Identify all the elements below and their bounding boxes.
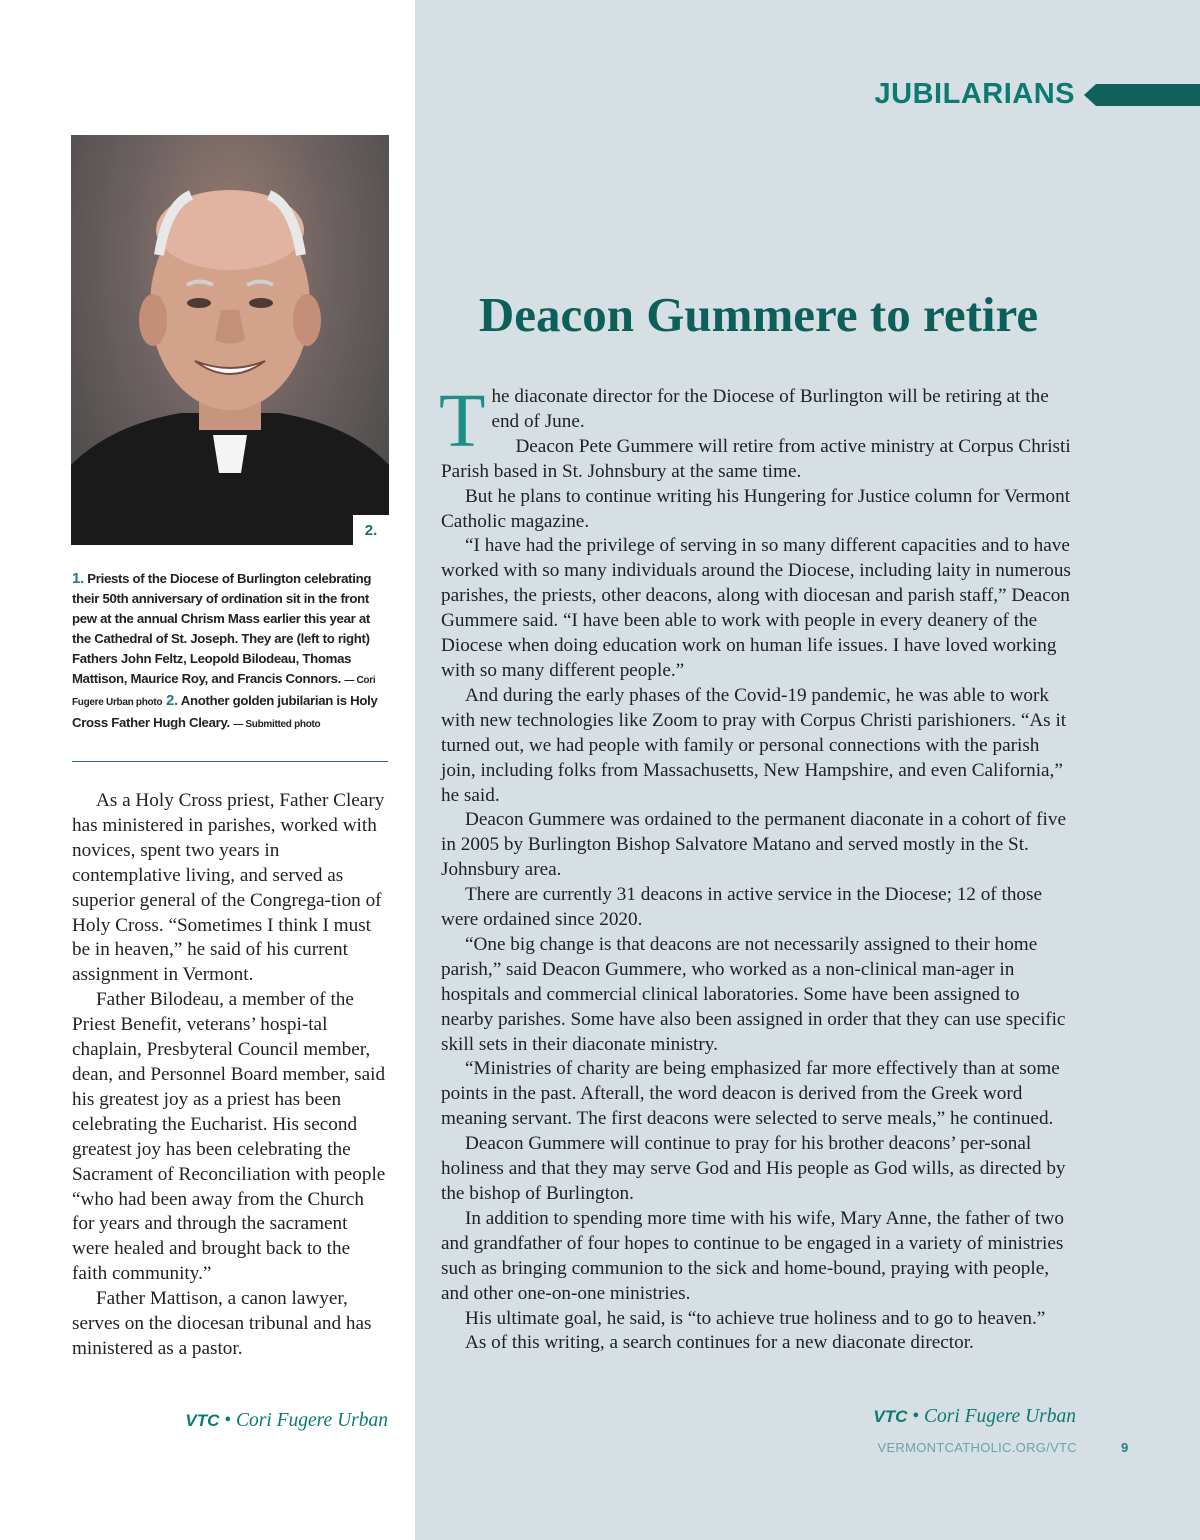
article-paragraph: “One big change is that deacons are not necessarily assigned to their home parish,” said Deacon Gummere, who worked as a non-clinical man-ager in hospitals and commercial clinical laboratories. Some have been assigned to nearby parishes. Some have also been assigned in order that they can use specific skill sets in their diaconate ministry. xyxy=(441,933,1066,1055)
left-paragraph: Father Mattison, a canon lawyer, serves on the diocesan tribunal and has ministered as a pastor. xyxy=(72,1288,372,1359)
article-paragraph: As of this writing, a search continues for a new diaconate director. xyxy=(465,1332,974,1354)
photo-number-label: 2. xyxy=(353,515,389,545)
article-headline: Deacon Gummere to retire xyxy=(478,287,1039,342)
portrait-illustration xyxy=(71,135,389,545)
byline-author: Cori Fugere Urban xyxy=(235,1410,388,1431)
caption-credit-2: — Submitted photo xyxy=(233,719,321,730)
caption-credit-1: — Cori Fugere Urban photo xyxy=(72,675,376,708)
priest-portrait-photo xyxy=(71,135,389,545)
byline-author: Cori Fugere Urban xyxy=(923,1406,1076,1427)
byline-dot: • xyxy=(907,1406,924,1427)
article-paragraph: “I have had the privilege of serving in so many different capacities and to have worked with so many individuals around the Diocese, including laity in numerous parishes, the priests, other deacons, along with diocesan and parish staff,” Deacon Gummere said. “I have been able to work with people in every deanery of the Diocese when doing education work on human life issues. I have loved working with so many different people.” xyxy=(441,535,1071,681)
article-body xyxy=(439,379,1076,1356)
article-paragraph: In addition to spending more time with his wife, Mary Anne, the father of two and grandfather of four hopes to continue to be engaged in a variety of ministries such as bringing communion to the sick and home-bound, praying with people, and other one-on-one ministries. xyxy=(441,1207,1064,1304)
left-column-body xyxy=(72,789,388,1362)
first-paragraph-text: he diaconate director for the Diocese of Burlington will be retiring at the end of June. xyxy=(491,386,1049,432)
left-paragraph: As a Holy Cross priest, Father Cleary has ministered in parishes, worked with novices, spent two years in contemplative living, and served as superior general of the Congrega-tion of Holy Cross. “Sometimes I think I must be in heaven,” he said of his current assignment in Vermont. xyxy=(72,790,385,986)
article-paragraph: “Ministries of charity are being emphasized far more effectively than at some points in the past. Afterall, the word deacon is derived from the Greek word meaning servant. The first deacons were selected to serve meals,” he continued. xyxy=(441,1058,1060,1130)
caption-text-1: Priests of the Diocese of Burlington celebrating their 50th anniversary of ordination sit in the front pew at the annual Chrism Mass earlier this year at the Cathedral of St. Joseph. They are (left to right) Fathers John Feltz, Leopold Bilodeau, Thomas Mattison, Maurice Roy, and Francis Connors. xyxy=(72,571,372,686)
footer-website-link[interactable]: VERMONTCATHOLIC.ORG/VTC xyxy=(877,1440,1077,1455)
caption-divider xyxy=(72,761,388,762)
byline-dot: • xyxy=(219,1410,236,1431)
article-paragraph: There are currently 31 deacons in active service in the Diocese; 12 of those were ordained since 2020. xyxy=(441,884,1042,931)
article-paragraph: Deacon Gummere was ordained to the permanent diaconate in a cohort of five in 2005 by Burlington Bishop Salvatore Matano and served mostly in the St. Johnsbury area. xyxy=(441,809,1066,881)
article-paragraph: Deacon Pete Gummere will retire from active ministry at Corpus Christi Parish based in St. Johnsbury at the same time. xyxy=(441,435,1071,482)
byline-vtc: VTC xyxy=(873,1407,908,1426)
photo-caption xyxy=(72,569,388,735)
caption-number-1: 1. xyxy=(72,570,84,587)
article-paragraph: His ultimate goal, he said, is “to achieve true holiness and to go to heaven.” xyxy=(465,1307,1046,1329)
left-byline xyxy=(72,1410,388,1432)
article-paragraph: Deacon Gummere will continue to pray for his brother deacons’ per-sonal holiness and that they may serve God and His people as God wills, as directed by the bishop of Burlington. xyxy=(441,1133,1066,1204)
section-tag: JUBILARIANS xyxy=(874,78,1075,110)
page-number: 9 xyxy=(1121,1440,1129,1455)
left-paragraph: Father Bilodeau, a member of the Priest Benefit, veterans’ hospi-tal chaplain, Presbyteral Council member, dean, and Personnel Board member, said his greatest joy as a priest has been celebrating the Eucharist. His second greatest joy has been celebrating the Sacrament of Reconciliation with people “who had been away from the Church for years and through the sacrament were healed and brought back to the faith community.” xyxy=(72,989,386,1285)
caption-text-2: Another golden jubilarian is Holy Cross Father Hugh Cleary. xyxy=(72,693,378,730)
drop-cap: T xyxy=(439,379,486,463)
article-byline xyxy=(441,1406,1076,1428)
section-tag-arrow xyxy=(1084,84,1200,106)
article-paragraph: And during the early phases of the Covid-19 pandemic, he was able to work with new technologies like Zoom to pray with Corpus Christi parishioners. “As it turned out, we had people with family or personal connections with the parish join, including folks from Massachusetts, New Hampshire, and even California,” he said. xyxy=(441,684,1067,806)
byline-vtc: VTC xyxy=(185,1411,220,1430)
caption-number-2: 2. xyxy=(162,692,178,709)
article-paragraph: But he plans to continue writing his Hungering for Justice column for Vermont Catholic magazine. xyxy=(441,485,1071,532)
